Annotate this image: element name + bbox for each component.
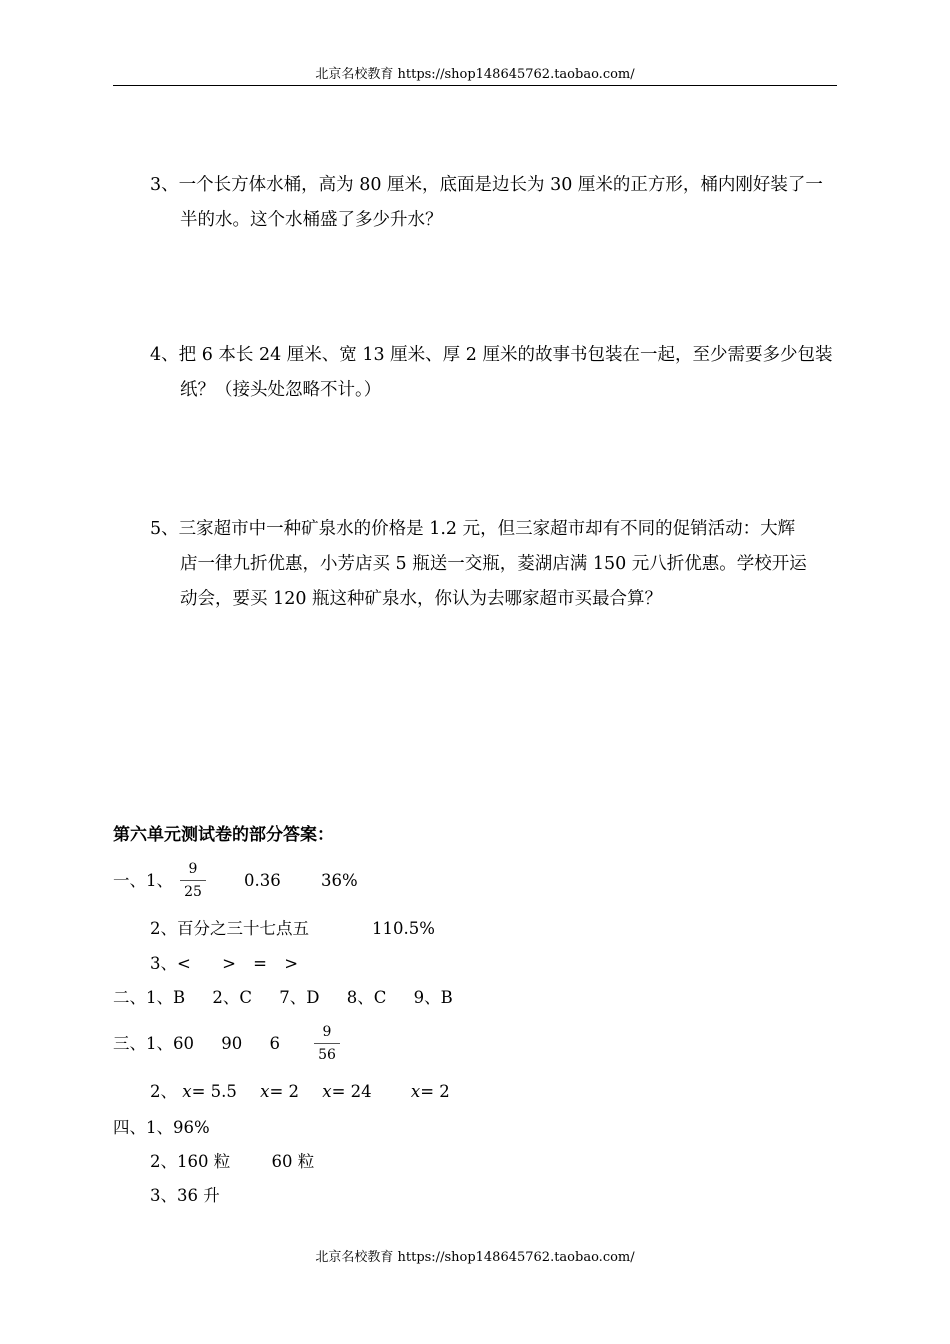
equation-1 <box>182 1081 237 1103</box>
answer-4-1: 四、1、96% <box>113 1118 210 1137</box>
fraction-denominator: 56 <box>318 1047 336 1063</box>
answers-title: 第六单元测试卷的部分答案： <box>113 825 334 845</box>
answer-3-1 <box>113 1033 280 1055</box>
choice-7: 7、D <box>279 988 320 1007</box>
answer-3-fraction <box>314 1023 340 1064</box>
compare-3: = <box>253 954 267 973</box>
variable-x: x <box>322 1082 332 1101</box>
equation-prefix: 2、 <box>150 1082 177 1101</box>
question-5-line-3: 动会，要买 120 瓶这种矿泉水，你认为去哪家超市买最合算？ <box>180 589 663 609</box>
fill-3: 6 <box>269 1034 280 1053</box>
equation-4-value: = 2 <box>420 1082 450 1101</box>
fill-2: 90 <box>221 1034 243 1053</box>
fraction-bar <box>314 1043 340 1044</box>
question-5 <box>150 512 838 617</box>
header-rule <box>113 85 837 86</box>
equation-4 <box>411 1081 450 1103</box>
question-4-line-2: 纸？（接头处忽略不计。） <box>180 380 382 400</box>
answer-1-2-text: 2、百分之三十七点五 <box>150 919 309 938</box>
fraction-bar <box>180 880 206 881</box>
equation-2-value: = 2 <box>269 1082 300 1101</box>
question-3-line-1: 3、一个长方体水桶，高为 80 厘米，底面是边长为 30 厘米的正方形，桶内刚好装了一 <box>150 175 823 195</box>
answer-1-fraction <box>180 860 206 901</box>
answer-1-2-value: 110.5% <box>372 919 435 938</box>
equation-3-value: = 24 <box>331 1082 372 1101</box>
fraction-numerator: 9 <box>322 1024 332 1040</box>
fill-1: 三、1、60 <box>113 1034 194 1053</box>
answer-4-2 <box>150 1151 314 1173</box>
question-3-line-2: 半的水。这个水桶盛了多少升水？ <box>180 210 443 230</box>
variable-x: x <box>182 1082 192 1101</box>
answer-1-3 <box>150 953 298 975</box>
equation-1-value: = 5.5 <box>191 1082 237 1101</box>
compare-1: 3、< <box>150 954 191 973</box>
fraction-denominator: 25 <box>184 884 202 900</box>
choice-2: 2、C <box>212 988 252 1007</box>
question-5-line-2: 店一律九折优惠，小芳店买 5 瓶送一交瓶，菱湖店满 150 元八折优惠。学校开运 <box>180 554 807 574</box>
compare-4: > <box>284 954 299 973</box>
answer-1-label: 一、1、 <box>113 871 173 890</box>
fraction-numerator: 9 <box>188 861 198 877</box>
page-header: 北京名校教育 https://shop148645762.taobao.com/ <box>315 67 635 82</box>
page-footer: 北京名校教育 https://shop148645762.taobao.com/ <box>315 1250 635 1265</box>
answer-1-value-b: 36% <box>321 871 358 890</box>
question-4-line-1: 4、把 6 本长 24 厘米、宽 13 厘米、厚 2 厘米的故事书包装在一起，至少需要多少包装 <box>150 345 833 365</box>
variable-x: x <box>410 1082 421 1101</box>
choice-9: 9、B <box>413 988 453 1007</box>
equation-3 <box>322 1081 371 1103</box>
choice-1: 二、1、B <box>113 988 186 1007</box>
answer-1-value-a: 0.36 <box>244 871 281 890</box>
choice-8: 8、C <box>346 988 387 1007</box>
variable-x: x <box>260 1082 270 1101</box>
compare-2: > <box>222 954 236 973</box>
answer-3-2 <box>150 1081 450 1103</box>
answer-4-2-a: 2、160 粒 <box>150 1152 231 1171</box>
answer-4-3: 3、36 升 <box>150 1186 220 1205</box>
question-3 <box>150 168 838 238</box>
answer-2 <box>113 987 453 1009</box>
question-4 <box>150 338 838 408</box>
question-5-line-1: 5、三家超市中一种矿泉水的价格是 1.2 元，但三家超市却有不同的促销活动：大辉 <box>150 519 796 539</box>
answer-4-2-b: 60 粒 <box>271 1152 315 1171</box>
equation-2 <box>260 1081 299 1103</box>
